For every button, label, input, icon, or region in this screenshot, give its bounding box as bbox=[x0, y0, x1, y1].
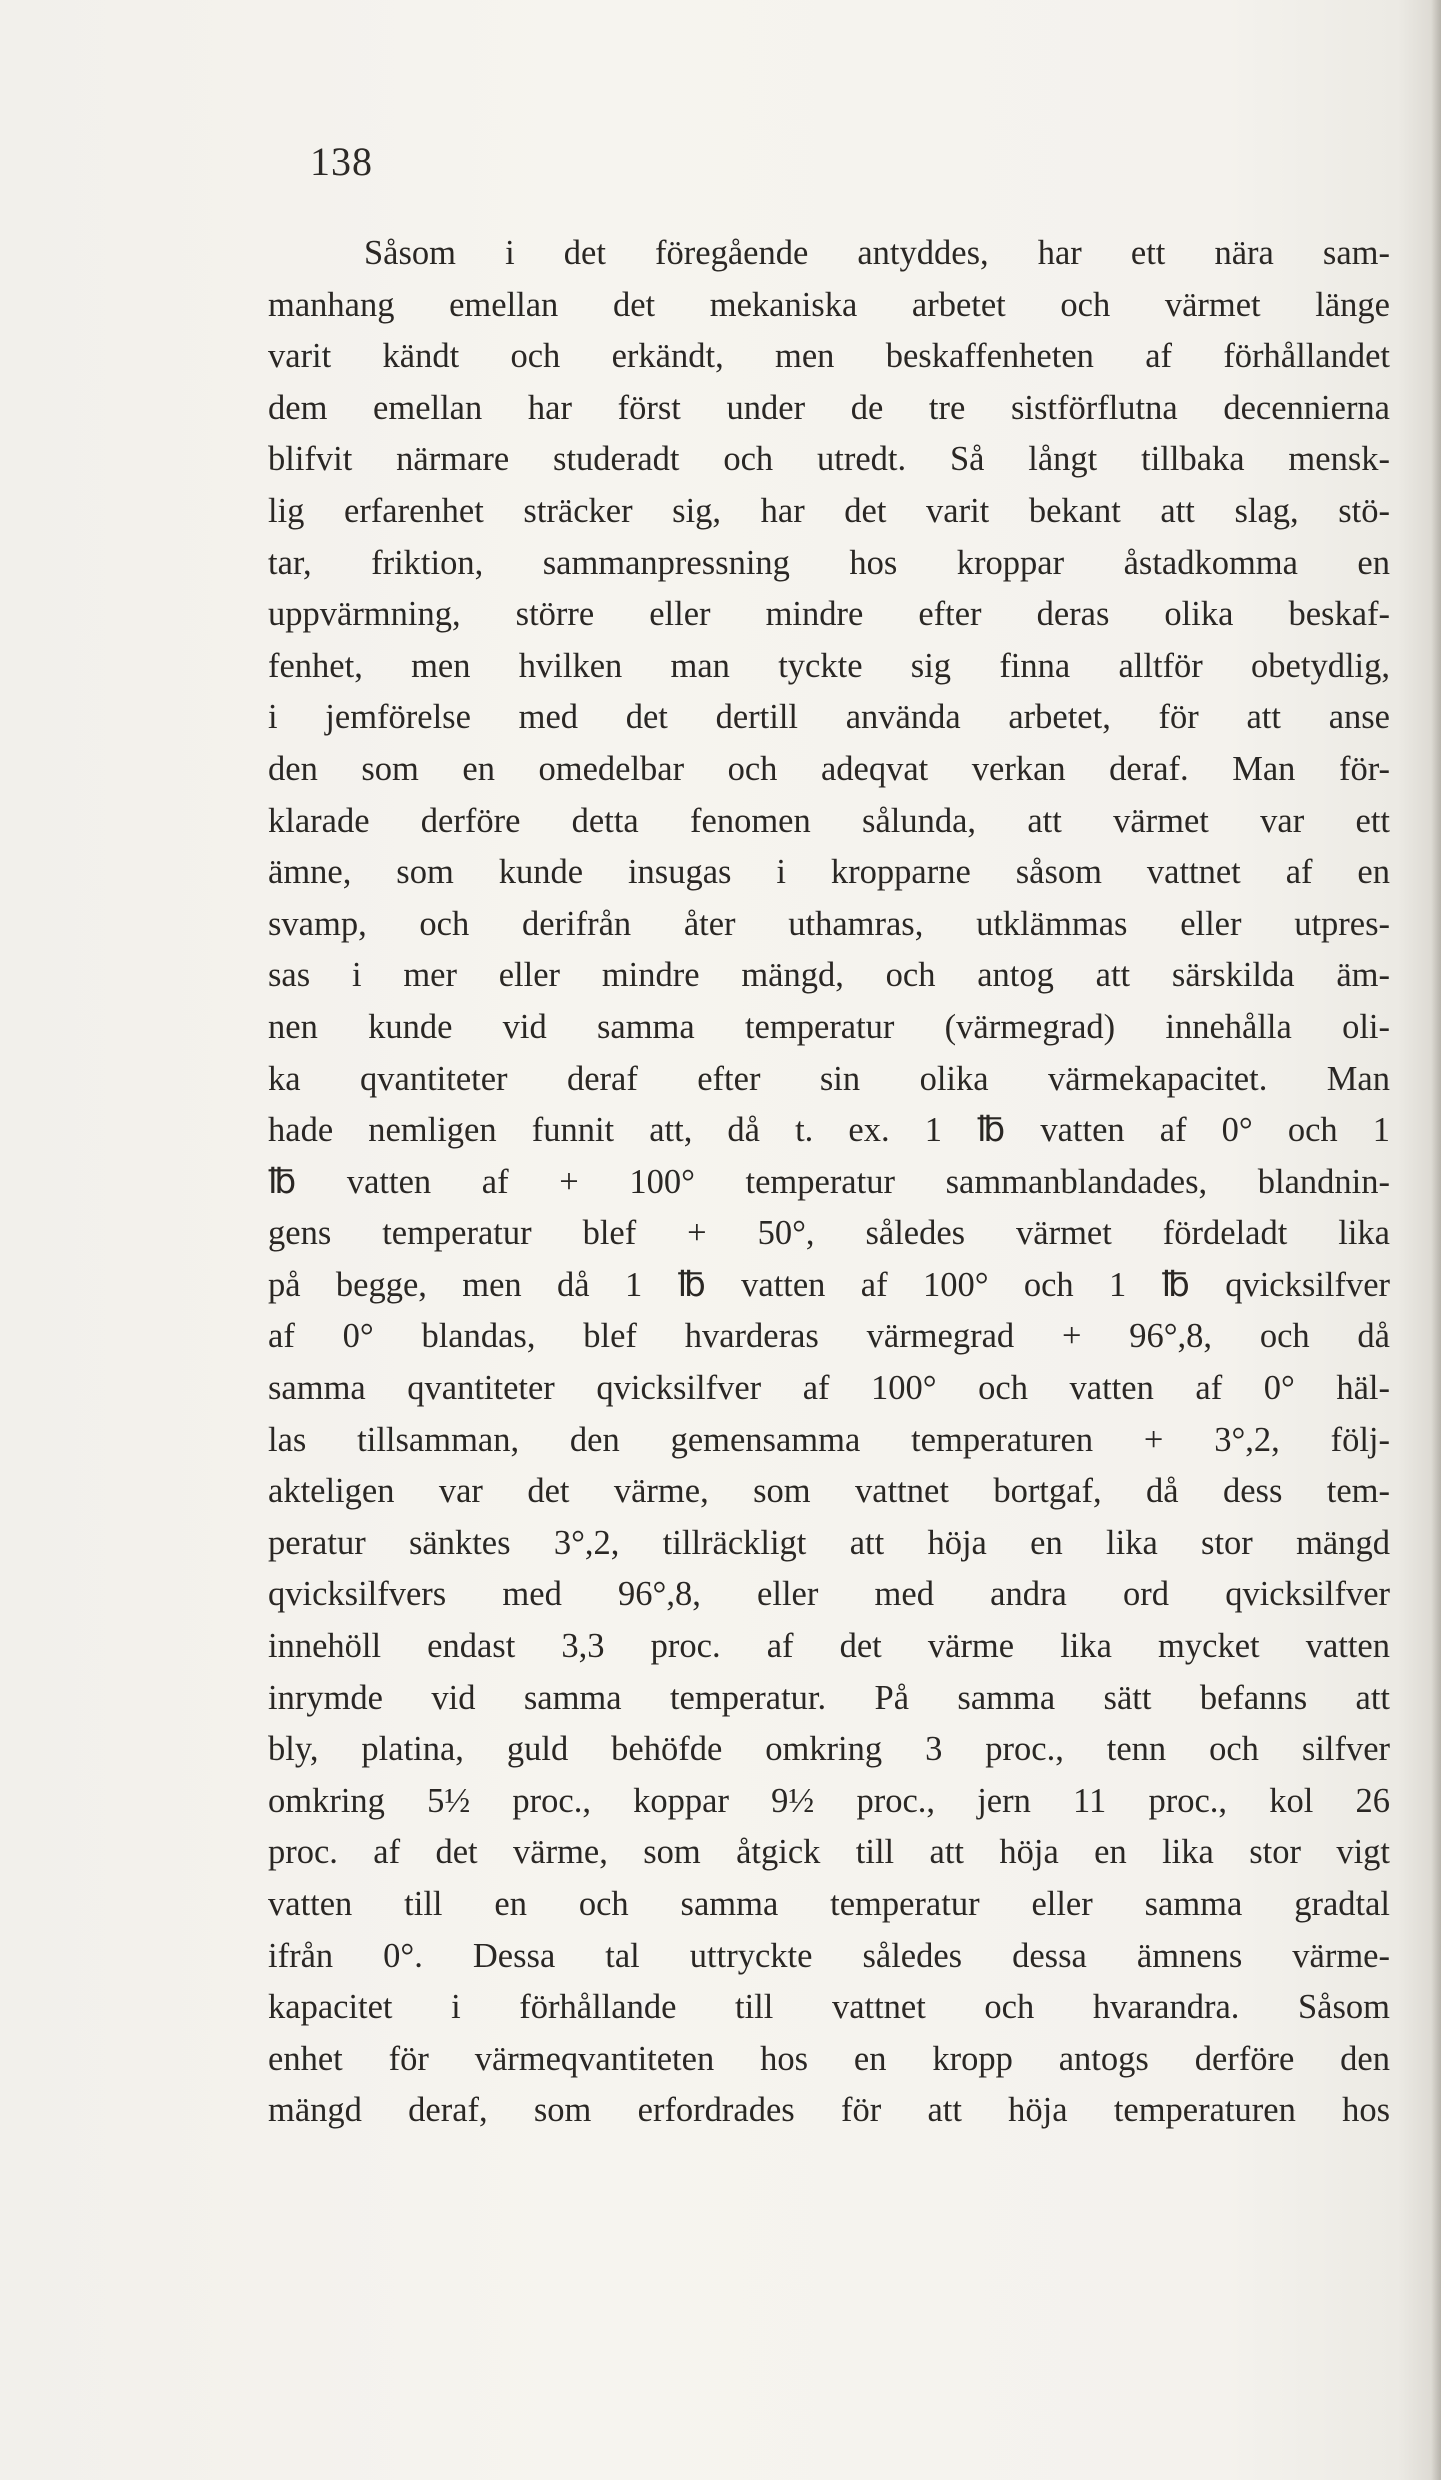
text-line: af 0° blandas, blef hvarderas värmegrad + 96°,8, och då bbox=[268, 1317, 1390, 1356]
page-number: 138 bbox=[310, 139, 373, 184]
text-line: blifvit närmare studeradt och utredt. Så långt tillbaka mensk- bbox=[268, 440, 1390, 479]
text-line: innehöll endast 3,3 proc. af det värme lika mycket vatten bbox=[268, 1627, 1390, 1666]
text-line: peratur sänktes 3°,2, tillräckligt att höja en lika stor mängd bbox=[268, 1523, 1390, 1562]
page-edge-shadow bbox=[1431, 0, 1441, 2480]
text-line: manhang emellan det mekaniska arbetet och värmet länge bbox=[268, 285, 1390, 324]
text-line: i jemförelse med det dertill använda arbetet, för att anse bbox=[268, 698, 1390, 737]
text-line: akteligen var det värme, som vattnet bortgaf, då dess tem- bbox=[268, 1472, 1390, 1511]
text-line: fenhet, men hvilken man tyckte sig finna alltför obetydlig, bbox=[268, 646, 1390, 685]
text-line: lig erfarenhet sträcker sig, har det varit bekant att slag, stö- bbox=[268, 491, 1390, 530]
text-line: kapacitet i förhållande till vattnet och hvarandra. Såsom bbox=[268, 1988, 1390, 2027]
text-line: qvicksilfvers med 96°,8, eller med andra ord qvicksilfver bbox=[268, 1575, 1390, 1614]
text-line: dem emellan har först under de tre sistförflutna decennierna bbox=[268, 388, 1390, 427]
text-line: enhet för värmeqvantiteten hos en kropp antogs derföre den bbox=[268, 2039, 1390, 2078]
text-line: inrymde vid samma temperatur. På samma sätt befanns att bbox=[268, 1678, 1390, 1717]
text-line: omkring 5½ proc., koppar 9½ proc., jern 11 proc., kol 26 bbox=[268, 1781, 1390, 1820]
text-line: Såsom i det föregående antyddes, har ett nära sam- bbox=[364, 234, 1390, 272]
body-text bbox=[268, 228, 1390, 2137]
text-line: uppvärmning, större eller mindre efter deras olika beskaf- bbox=[268, 595, 1390, 634]
text-line: las tillsamman, den gemensamma temperaturen + 3°,2, följ- bbox=[268, 1420, 1390, 1459]
text-line: tar, friktion, sammanpressning hos kroppar åstadkomma en bbox=[268, 543, 1390, 582]
text-line: proc. af det värme, som åtgick till att höja en lika stor vigt bbox=[268, 1833, 1390, 1872]
text-line: klarade derföre detta fenomen sålunda, att värmet var ett bbox=[268, 801, 1390, 840]
text-line: ämne, som kunde insugas i kropparne såsom vattnet af en bbox=[268, 853, 1390, 892]
text-line: den som en omedelbar och adeqvat verkan deraf. Man för- bbox=[268, 749, 1390, 788]
text-line: ℔ vatten af + 100° temperatur sammanblandades, blandnin- bbox=[268, 1162, 1390, 1201]
text-line: sas i mer eller mindre mängd, och antog att särskilda äm- bbox=[268, 956, 1390, 995]
text-line: ka qvantiteter deraf efter sin olika värmekapacitet. Man bbox=[268, 1059, 1390, 1098]
text-line: varit kändt och erkändt, men beskaffenheten af förhållandet bbox=[268, 337, 1390, 376]
text-line: svamp, och derifrån åter uthamras, utklämmas eller utpres- bbox=[268, 904, 1390, 943]
text-line: ifrån 0°. Dessa tal uttryckte således dessa ämnens värme- bbox=[268, 1936, 1390, 1975]
text-line: mängd deraf, som erfordrades för att höja temperaturen hos bbox=[268, 2091, 1390, 2130]
text-line: hade nemligen funnit att, då t. ex. 1 ℔ vatten af 0° och 1 bbox=[268, 1111, 1390, 1150]
text-line: nen kunde vid samma temperatur (värmegrad) innehålla oli- bbox=[268, 1007, 1390, 1046]
text-line: samma qvantiteter qvicksilfver af 100° och vatten af 0° häl- bbox=[268, 1369, 1390, 1408]
text-line: vatten till en och samma temperatur eller samma gradtal bbox=[268, 1885, 1390, 1923]
text-line: gens temperatur blef + 50°, således värmet fördeladt lika bbox=[268, 1214, 1390, 1253]
text-line: på begge, men då 1 ℔ vatten af 100° och 1 ℔ qvicksilfver bbox=[268, 1265, 1390, 1304]
text-line: bly, platina, guld behöfde omkring 3 proc., tenn och silfver bbox=[268, 1730, 1390, 1769]
